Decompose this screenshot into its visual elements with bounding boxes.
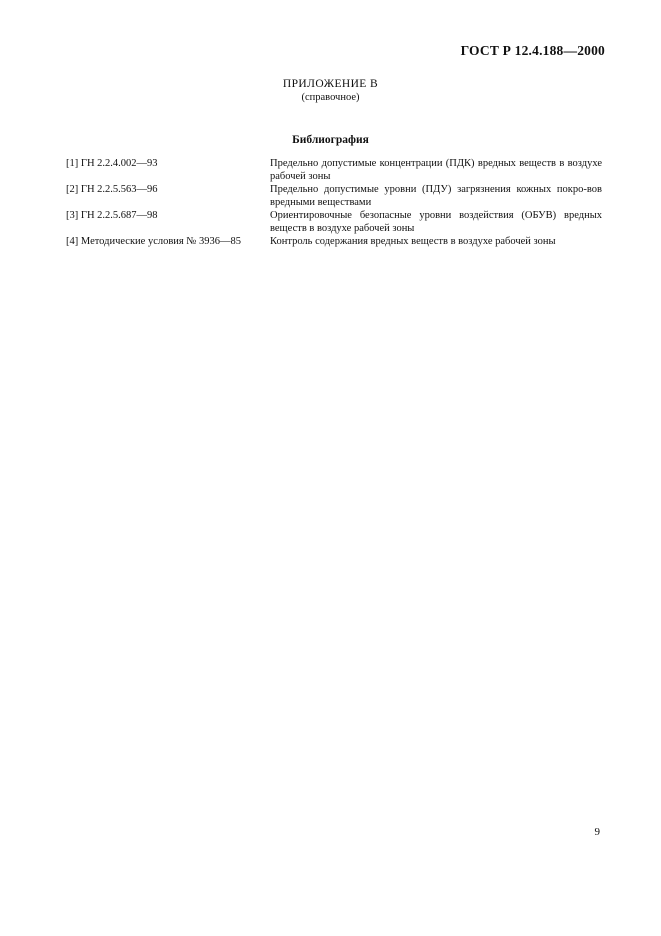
bibliography-entry-desc: Предельно допустимые концентрации (ПДК) вредных веществ в воздухе рабочей зоны [270,158,602,182]
bibliography-entry [66,157,602,183]
appendix-subtitle: (справочное) [301,92,360,103]
bibliography-heading: Библиография [292,134,369,146]
bibliography-entry-desc: Предельно допустимые уровни (ПДУ) загрязнения кожных покро-вов вредными веществами [270,184,602,208]
document-code: ГОСТ Р 12.4.188—2000 [460,43,605,58]
bibliography-entry [66,183,602,209]
appendix-header [0,78,661,104]
bibliography-entry-desc: Контроль содержания вредных веществ в воздухе рабочей зоны [270,236,556,247]
bibliography-entry-ref: [4] Методические условия № 3936—85 [66,236,242,247]
bibliography-entry-desc: Ориентировочные безопасные уровни воздействия (ОБУВ) вредных веществ в воздухе рабочей зоны [270,210,602,234]
bibliography-entry [66,235,602,248]
bibliography-entry-ref: [2] ГН 2.2.5.563—96 [66,184,158,195]
appendix-title: ПРИЛОЖЕНИЕ В [282,78,379,90]
bibliography-entry-ref: [3] ГН 2.2.5.687—98 [66,210,158,221]
bibliography-list [66,157,602,248]
bibliography-entry-ref: [1] ГН 2.2.4.002—93 [66,158,158,169]
page-number: 9 [594,826,600,838]
bibliography-entry [66,209,602,235]
